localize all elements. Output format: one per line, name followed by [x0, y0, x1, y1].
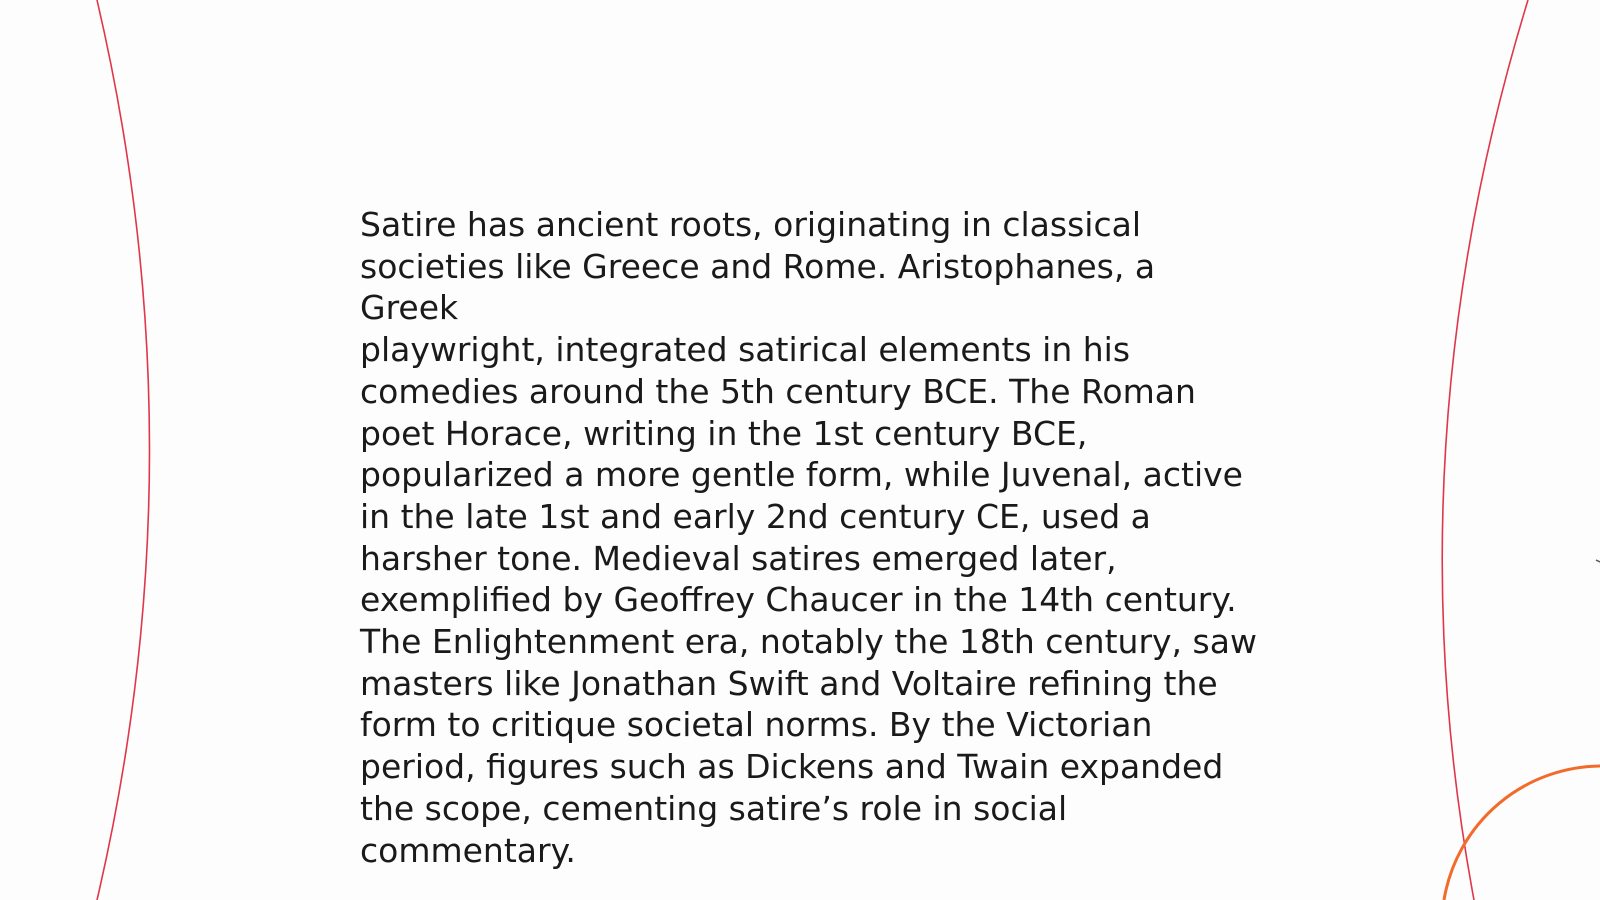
edge-tick-mark — [1596, 560, 1600, 562]
left-arc-line — [97, 0, 150, 900]
body-paragraph: Satire has ancient roots, originating in classical societies like Greece and Rome. Aristophanes, a Greek playwright, integrated satirical elements in his comedies around the 5th century BCE. The Roman poet Horace, writing in the 1st century BCE, popularized a more gentle form, while Juvenal, active in the late 1st and early 2nd century CE, used a harsher tone. Medieval satires emerged later, exemplified by Geoffrey Chaucer in the 14th century. The Enlightenment era, notably the 18th century, saw masters like Jonathan Swift and Voltaire refining the form to critique societal norms. By the Victorian period, figures such as Dickens and Twain expanded the scope, cementing satire’s role in social commentary. — [360, 205, 1257, 870]
right-arc-line — [1442, 0, 1528, 900]
corner-circle-arc — [1444, 766, 1600, 900]
